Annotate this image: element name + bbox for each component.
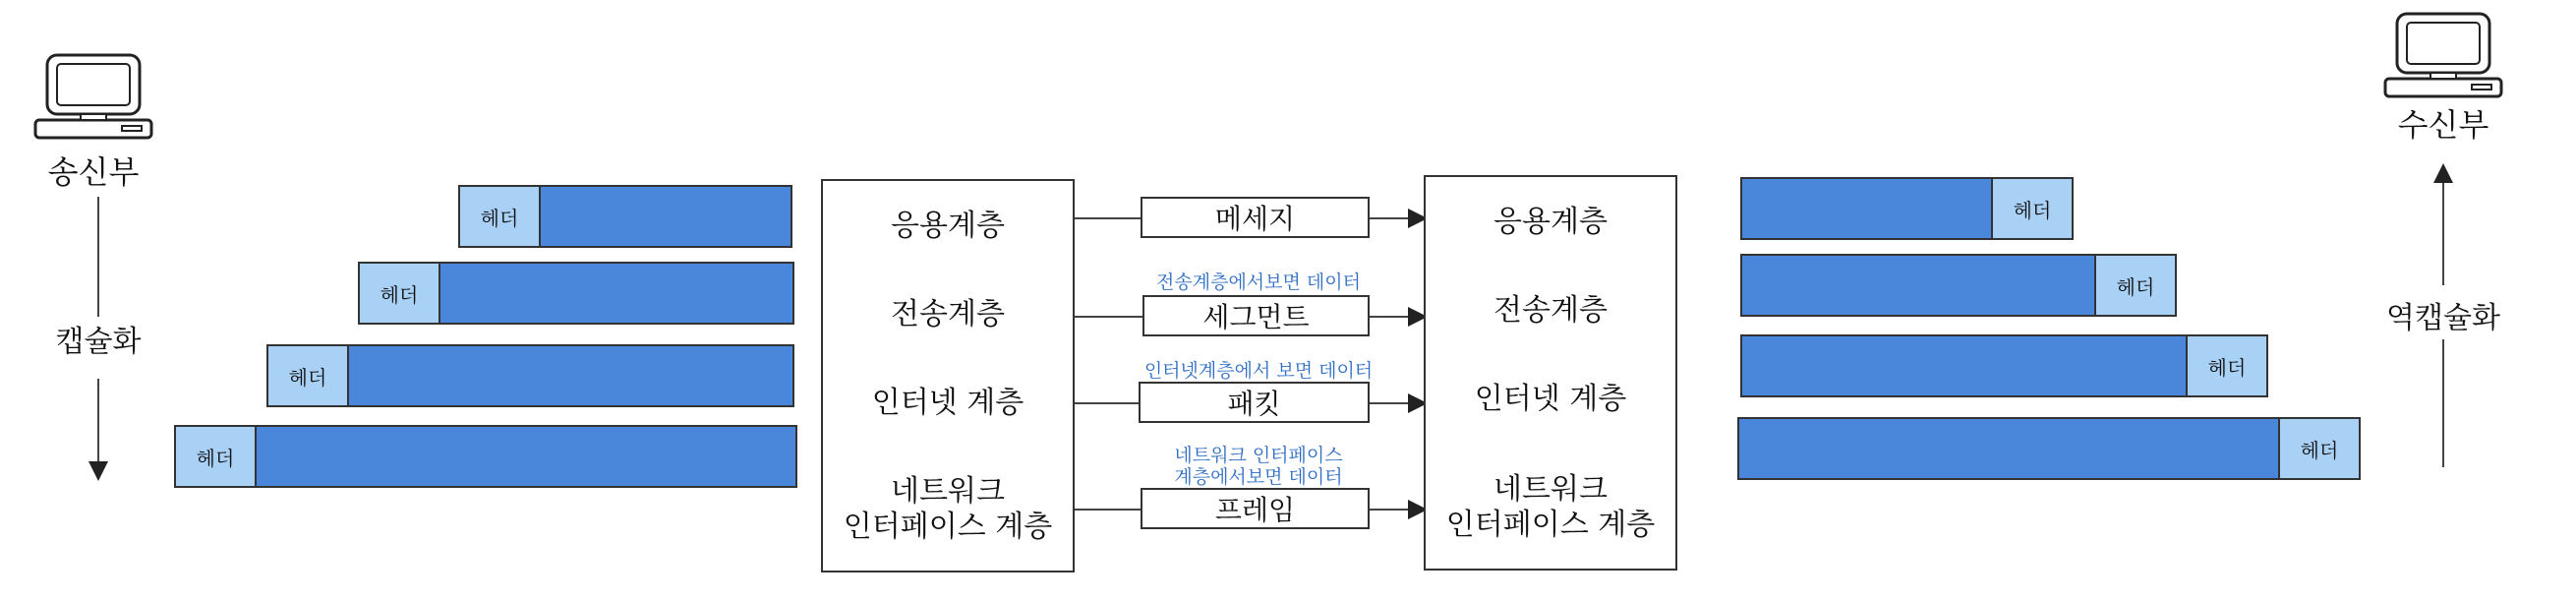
header-block: 헤더	[2186, 334, 2268, 397]
pdu-packet: 패킷	[1139, 382, 1370, 423]
sender-layer-transport: 전송계층	[891, 297, 1005, 331]
data-block	[1740, 254, 2096, 317]
pdu-packet-note: 인터넷계층에서 보면 데이터	[1143, 360, 1374, 382]
data-block	[539, 185, 792, 248]
pdu-segment-note: 전송계층에서보면 데이터	[1156, 271, 1361, 293]
data-block	[347, 344, 794, 407]
encapsulation-label: 캡슐화	[39, 317, 157, 360]
data-block	[255, 425, 797, 488]
data-block	[1737, 417, 2280, 480]
receiver-layer-internet: 인터넷 계층	[1474, 382, 1627, 416]
header-block: 헤더	[1991, 177, 2074, 240]
sender-layer-network-interface: 네트워크 인터페이스 계층	[843, 474, 1053, 544]
pdu-frame: 프레임	[1141, 488, 1370, 529]
sender-layer-internet: 인터넷 계층	[871, 386, 1025, 420]
sender-label: 송신부	[47, 153, 140, 191]
receiver-layer-application: 응용계층	[1493, 205, 1608, 239]
header-block: 헤더	[2094, 254, 2177, 317]
header-block: 헤더	[358, 262, 440, 325]
header-block: 헤더	[174, 425, 257, 488]
header-block: 헤더	[458, 185, 541, 248]
receiver-label: 수신부	[2397, 106, 2489, 144]
pdu-frame-note: 네트워크 인터페이스 계층에서보면 데이터	[1174, 445, 1343, 488]
decapsulation-label: 역캡슐화	[2379, 293, 2507, 336]
data-block	[439, 262, 794, 325]
data-block	[1740, 177, 1993, 240]
receiver-layer-transport: 전송계층	[1493, 293, 1608, 328]
header-block: 헤더	[2278, 417, 2361, 480]
receiver-layer-network-interface: 네트워크 인터페이스 계층	[1445, 472, 1656, 542]
sender-layer-application: 응용계층	[891, 209, 1005, 243]
pdu-message: 메세지	[1141, 197, 1370, 238]
pdu-segment: 세그먼트	[1142, 295, 1370, 336]
data-block	[1740, 334, 2188, 397]
header-block: 헤더	[266, 344, 349, 407]
